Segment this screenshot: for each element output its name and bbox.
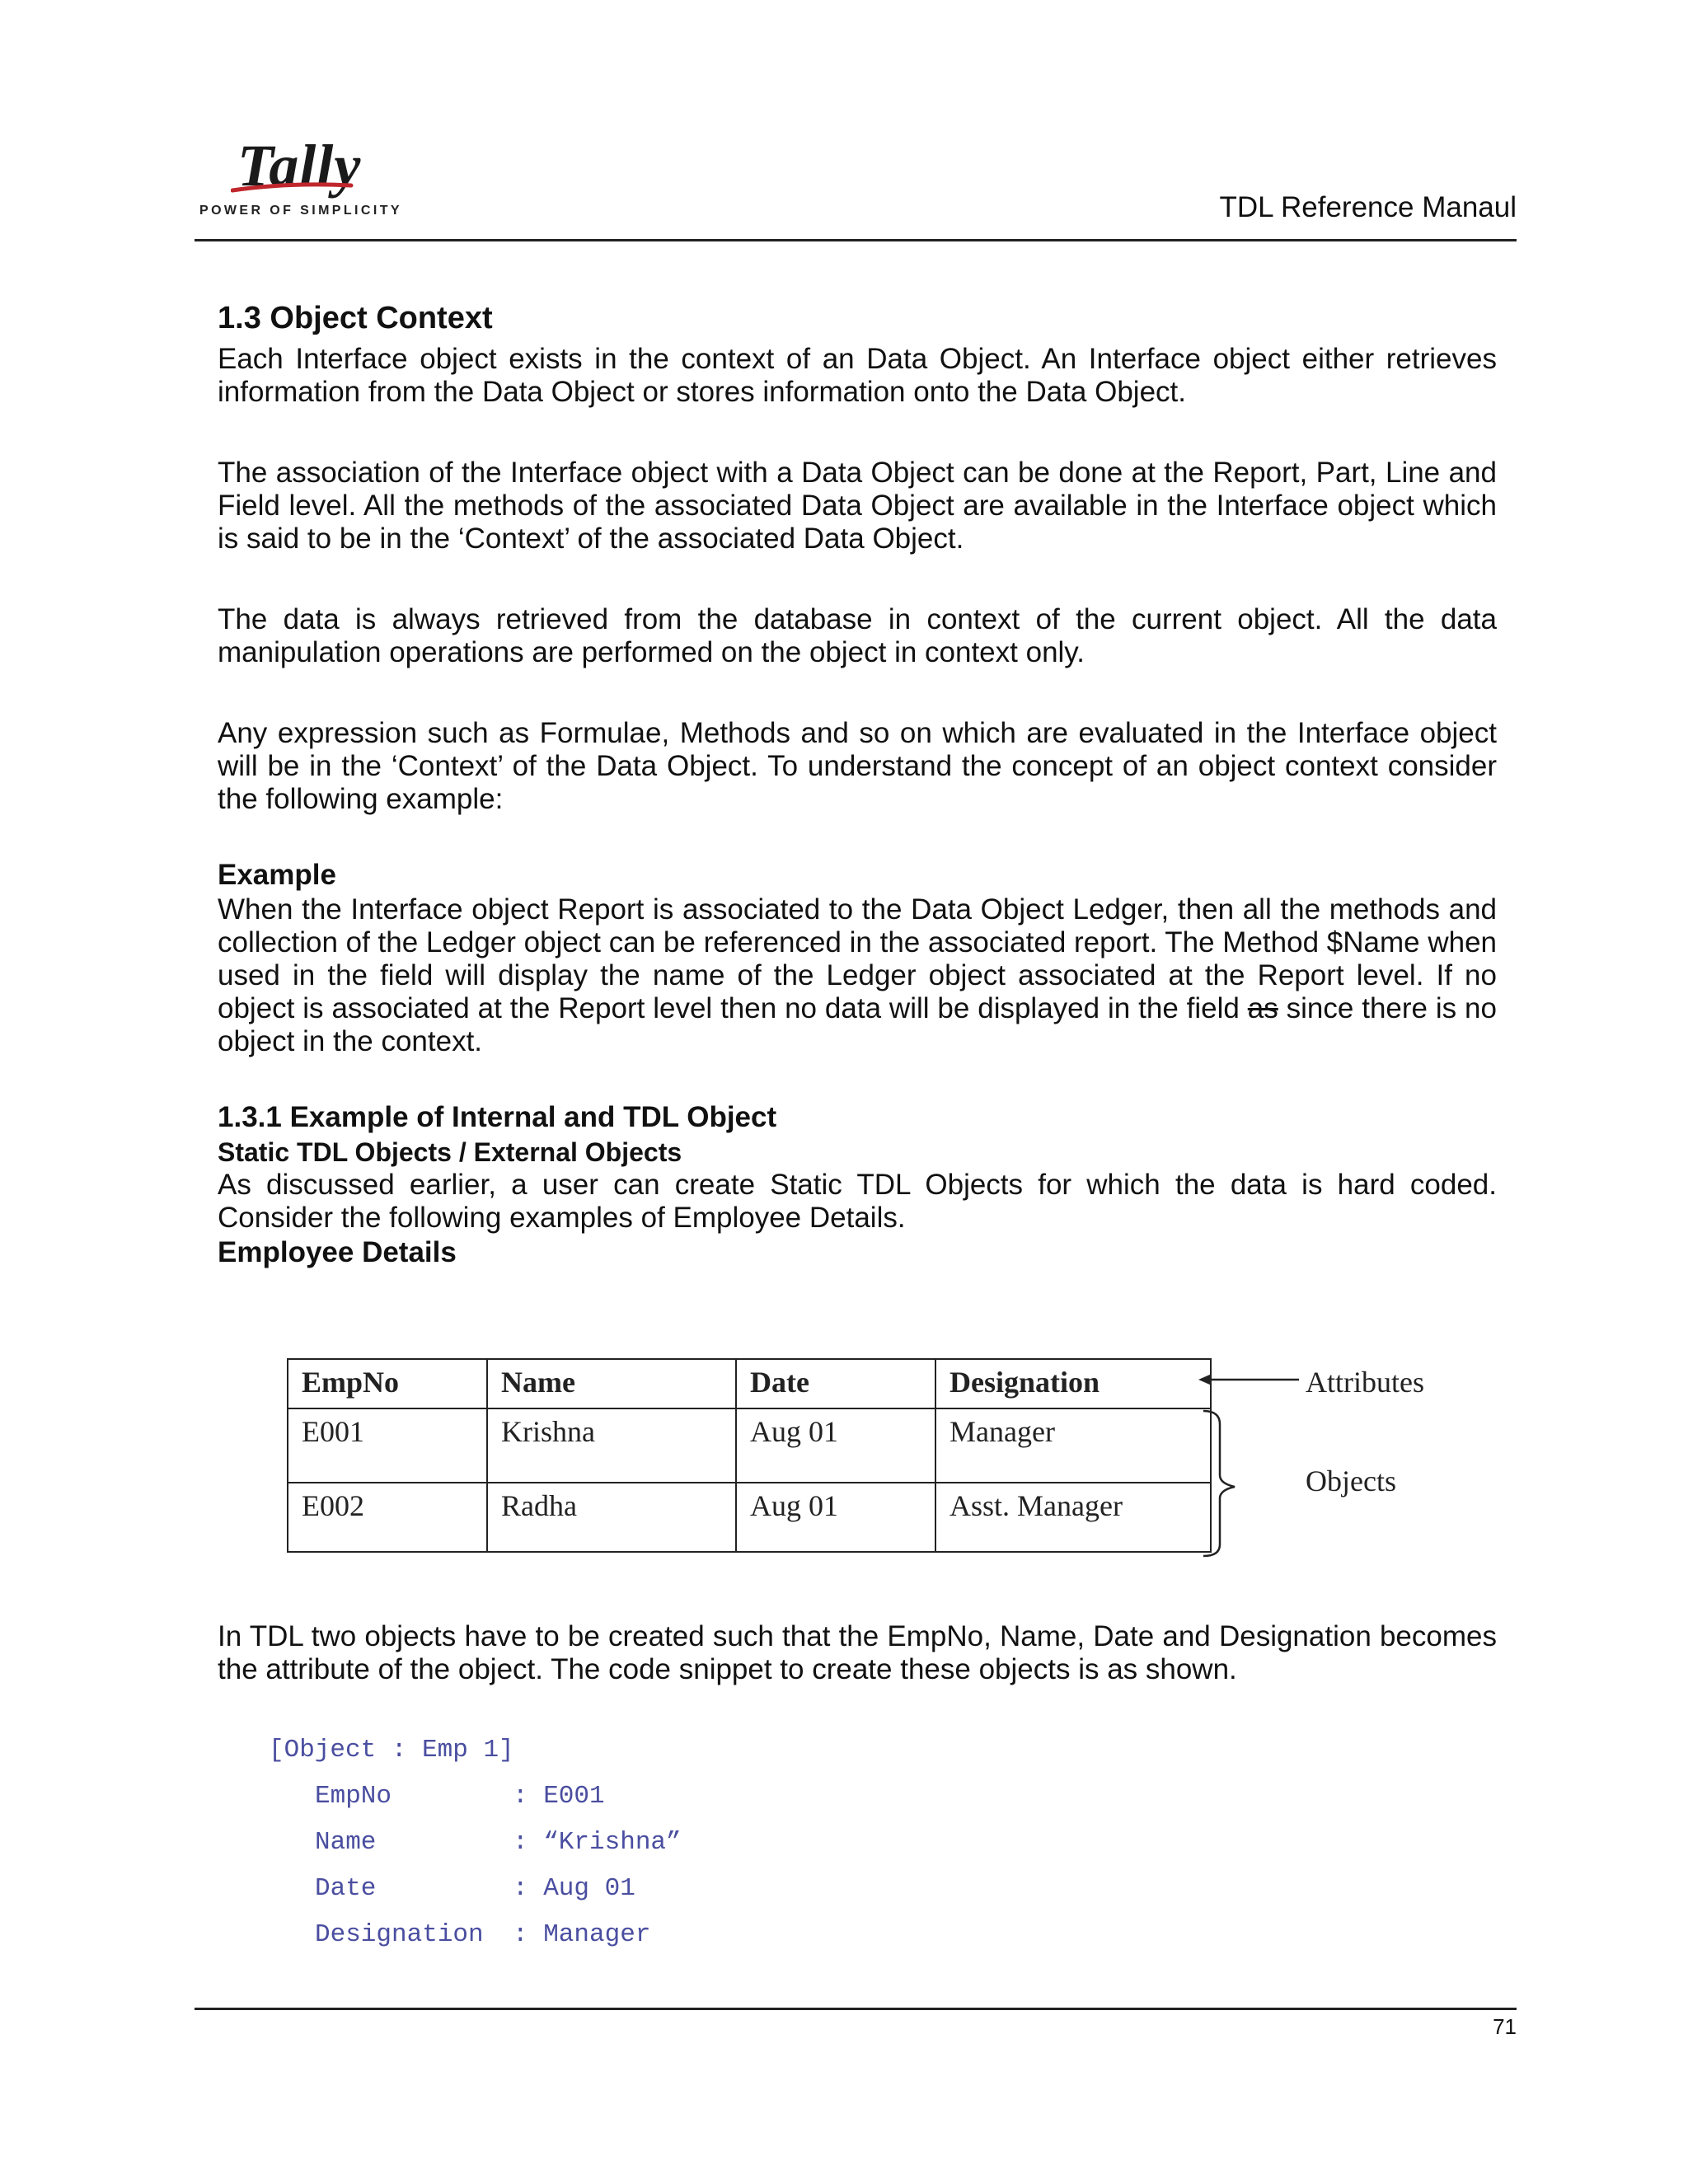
after-table-block — [218, 1620, 1497, 1686]
cell-designation: Asst. Manager — [935, 1483, 1211, 1552]
example-text: When the Interface object Report is associated to the Data Object Ledger, then all the methods and collection of the Ledger object can be referenced in the associated report. The Method $Name when used in the field will display the name of the Ledger object associated at the Report level. If no object is associated at the Report level then no data will be displayed in the field — [218, 893, 1497, 1024]
code-line-object: [Object : Emp 1] — [269, 1736, 514, 1765]
attributes-label: Attributes — [1306, 1366, 1424, 1399]
example-heading: Example — [218, 859, 336, 891]
cell-designation: Manager — [935, 1408, 1211, 1483]
header-date: Date — [736, 1359, 935, 1408]
subsection-heading: 1.3.1 Example of Internal and TDL Object — [218, 1101, 777, 1133]
cell-name: Radha — [487, 1483, 736, 1552]
cell-empno: E002 — [288, 1483, 487, 1552]
employee-diagram — [287, 1358, 1441, 1564]
header-empno: EmpNo — [288, 1359, 487, 1408]
tally-logo — [198, 133, 402, 227]
header-name: Name — [487, 1359, 736, 1408]
code-value: : “Krishna” — [513, 1828, 682, 1857]
page-number: 71 — [1493, 2014, 1517, 2039]
paragraph-4: Any expression such as Formulae, Methods and so on which are evaluated in the Interface object will be in the ‘Context’ of the Data Object. To understand the concept of an object context consider the following example: — [218, 717, 1497, 815]
cell-name: Krishna — [487, 1408, 736, 1483]
objects-label: Objects — [1306, 1465, 1396, 1497]
logo-word: Tally — [237, 133, 362, 199]
subsection-subheading: Static TDL Objects / External Objects — [218, 1137, 682, 1167]
example-text-end: since there is no object in the context. — [218, 992, 1497, 1057]
header-rule — [195, 239, 1517, 241]
logo-swoosh-icon — [231, 179, 354, 195]
header-designation: Designation — [935, 1359, 1211, 1408]
paragraph-2: The association of the Interface object with a Data Object can be done at the Report, Part, Line and Field level. All the methods of the associated Data Object are available in the Interface object which is said to be in the ‘Context’ of the associated Data Object. — [218, 457, 1497, 555]
subsection-paragraph: As discussed earlier, a user can create Static TDL Objects for which the data is hard coded. Consider the following examples of Employee Details. — [218, 1169, 1497, 1234]
paragraph-3: The data is always retrieved from the database in context of the current object. All the data manipulation operations are performed on the object in context only. — [218, 603, 1497, 668]
code-line — [269, 1912, 682, 1958]
table-title: Employee Details — [218, 1236, 457, 1268]
cell-date: Aug 01 — [736, 1483, 935, 1552]
code-key: EmpNo — [315, 1782, 392, 1811]
objects-brace-icon — [1203, 1411, 1235, 1556]
after-table-paragraph: In TDL two objects have to be created such that the EmpNo, Name, Date and Designation becomes the attribute of the object. The code snippet to create these objects is as shown. — [218, 1620, 1497, 1685]
header-title: TDL Reference Manaul — [1219, 191, 1517, 223]
attributes-arrow-icon — [1198, 1374, 1299, 1385]
section-heading: 1.3 Object Context — [218, 301, 493, 335]
example-paragraph — [218, 893, 1497, 1058]
annotation-graphics — [287, 1358, 1441, 1564]
code-key: Designation — [315, 1920, 484, 1949]
code-key: Name — [315, 1828, 377, 1857]
code-line — [269, 1820, 682, 1866]
footer-rule — [195, 2008, 1517, 2010]
code-value: : Manager — [513, 1920, 651, 1949]
code-value: : E001 — [513, 1782, 605, 1811]
logo-tagline: POWER OF SIMPLICITY — [199, 204, 402, 218]
cell-date: Aug 01 — [736, 1408, 935, 1483]
code-snippet — [269, 1727, 682, 1958]
page-content — [218, 298, 1497, 1271]
code-line — [269, 1866, 682, 1912]
code-key: Date — [315, 1874, 377, 1903]
cell-empno: E001 — [288, 1408, 487, 1483]
code-value: : Aug 01 — [513, 1874, 635, 1903]
code-line — [269, 1774, 682, 1820]
paragraph-1: Each Interface object exists in the context of an Data Object. An Interface object either retrieves information from the Data Object or stores information onto the Data Object. — [218, 343, 1497, 408]
struck-word: as — [1247, 992, 1278, 1024]
